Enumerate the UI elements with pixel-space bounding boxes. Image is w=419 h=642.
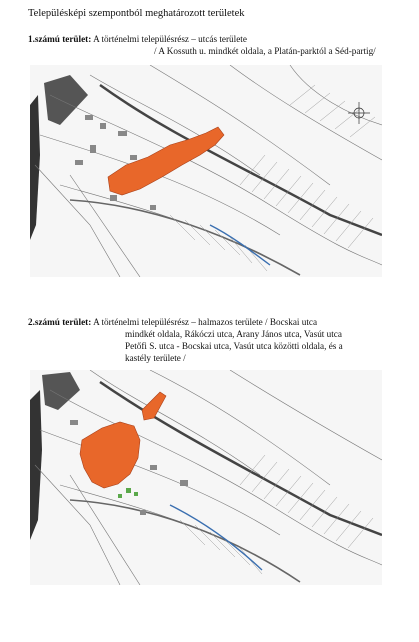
- page-title: Településképi szempontból meghatározott területek: [28, 8, 245, 19]
- area-2-streets-line-2: Petőfi S. utca - Bocskai utca, Vasút utca közötti oldala, és a: [125, 341, 343, 351]
- area-1-label: 1.számú terület:: [28, 34, 92, 44]
- area-1-streets: / A Kossuth u. mindkét oldala, a Platán-parktól a Séd-partig/: [154, 46, 376, 56]
- area-2-streets-line-1: mindkét oldala, Rákóczi utca, Arany János utca, Vasút utca: [125, 329, 342, 339]
- area-1-map: [30, 65, 382, 277]
- area-2-map: [30, 370, 382, 585]
- area-2-heading: [28, 316, 317, 328]
- area-2-description: A történelmi településrész – halmazos területe / Bocskai utca: [91, 317, 318, 327]
- area-2-streets-line-3: kastély területe /: [125, 353, 186, 363]
- area-1-description: A történelmi településrész – utcás területe: [91, 34, 247, 44]
- area-1-heading: [28, 33, 247, 45]
- area-2-label: 2.számú terület:: [28, 317, 92, 327]
